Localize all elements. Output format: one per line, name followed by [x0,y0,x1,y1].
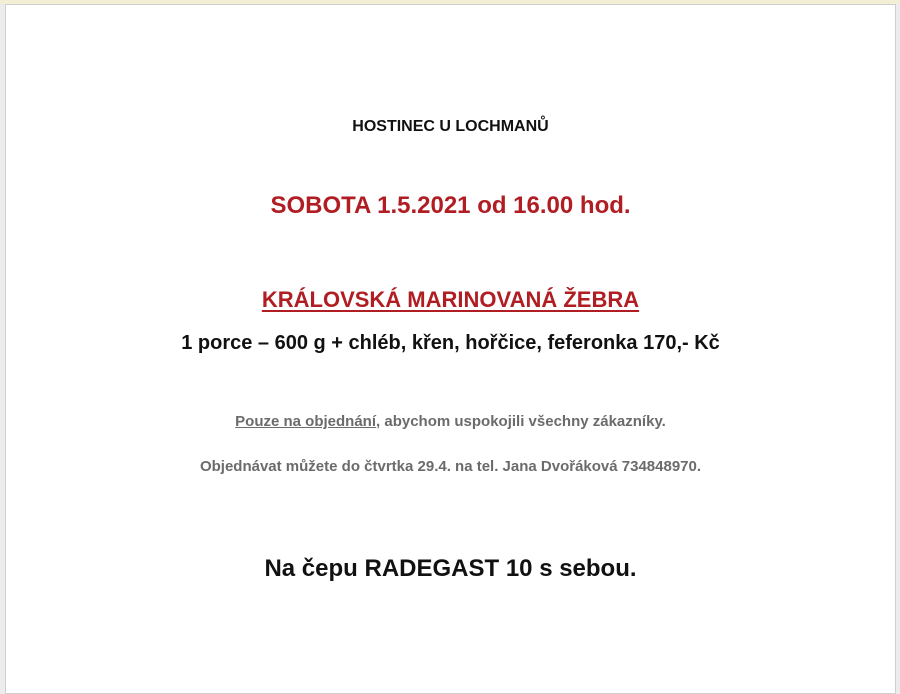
document-page [5,4,896,694]
event-date: SOBOTA 1.5.2021 od 16.00 hod. [270,192,631,219]
beer-line: Na čepu RADEGAST 10 s sebou. [264,555,637,582]
order-note-text: , abychom uspokojili všechny zákazníky. [376,413,666,430]
venue-title: HOSTINEC U LOCHMANŮ [352,118,549,135]
contact-line: Objednávat můžete do čtvrtka 29.4. na tel. Jana Dvořáková 734848970. [199,458,702,475]
portion-description: 1 porce – 600 g + chléb, křen, hořčice, feferonka 170,- Kč [181,332,720,354]
dish-title: KRÁLOVSKÁ MARINOVANÁ ŽEBRA [261,287,640,312]
order-note-emphasis: Pouze na objednání [235,413,377,430]
order-note [6,413,895,430]
